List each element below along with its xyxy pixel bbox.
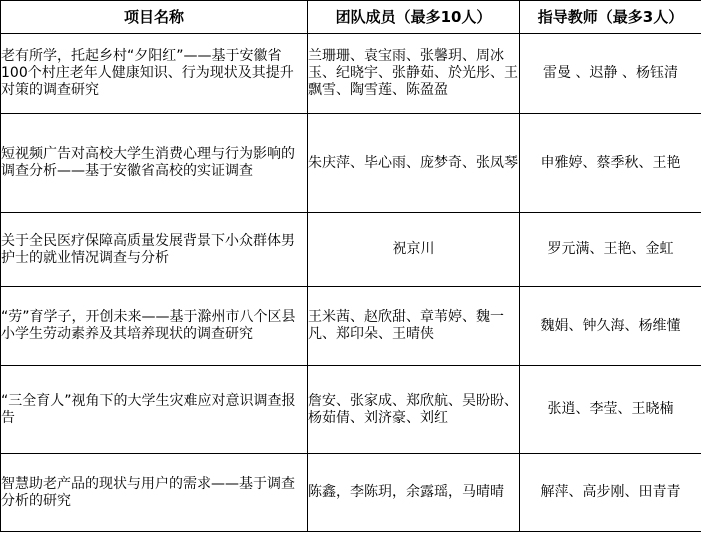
table-row [1, 366, 701, 454]
advisors: 雷曼 、迟静 、杨钰清 [543, 65, 678, 81]
project-name-cell [1, 366, 308, 454]
advisors: 魏娟、钟久海、杨维懂 [540, 317, 681, 334]
team-members: 朱庆萍、毕心雨、庞梦奇、张凤琴 [308, 154, 518, 171]
advisors: 罗元满、王艳、金虹 [547, 241, 674, 257]
table-row [1, 454, 701, 532]
team-members: 祝京川 [392, 241, 435, 257]
advisors: 解萍、高步刚、田青青 [540, 484, 681, 500]
advisors-cell [520, 114, 701, 213]
header-team-members: 团队成员（最多10人） [308, 1, 520, 34]
project-name: 智慧助老产品的现状与用户的需求——基于调查分析的研究 [1, 475, 295, 509]
team-members-cell [308, 213, 520, 287]
table-row [1, 114, 701, 213]
project-name-cell [1, 454, 308, 532]
team-members-cell [308, 366, 520, 454]
team-members: 陈鑫，李陈玥，余露瑶，马晴晴 [308, 484, 504, 500]
project-name: 短视频广告对高校大学生消费心理与行为影响的调查分析——基于安徽省高校的实证调查 [1, 146, 295, 179]
header-row [1, 1, 701, 34]
team-members: 詹安、张家成、郑欣航、吴盼盼、杨茹倩、刘济豪、刘红 [308, 392, 518, 426]
project-name: 老有所学，托起乡村“夕阳红”——基于安徽省100个村庄老年人健康知识、行为现状及其提升对策的调查研究 [1, 48, 294, 98]
advisors-cell [520, 454, 701, 532]
project-name: “三全育人”视角下的大学生灾难应对意识调查报告 [1, 392, 296, 426]
project-name: 关于全民医疗保障高质量发展背景下小众群体男护士的就业情况调查与分析 [1, 232, 295, 266]
project-name-cell [1, 34, 308, 114]
table-row [1, 213, 701, 287]
advisors: 申雅婷、蔡季秋、王艳 [540, 154, 681, 171]
advisors-cell [520, 213, 701, 287]
advisors: 张逍、李莹、王晓楠 [547, 401, 674, 417]
project-name-cell [1, 287, 308, 366]
project-name-cell [1, 213, 308, 287]
advisors-cell [520, 366, 701, 454]
advisors-cell [520, 34, 701, 114]
header-advisors: 指导教师（最多3人） [520, 1, 701, 34]
team-members: 兰珊珊、袁宝雨、张馨玥、周冰玉、纪晓宇、张静茹、於光彤、王飘雪、陶雪莲、陈盈盈 [308, 48, 518, 98]
header-project-name: 项目名称 [1, 1, 308, 34]
table-row [1, 287, 701, 366]
team-members-cell [308, 114, 520, 213]
team-members: 王米茜、赵欣甜、章苇婷、魏一凡、郑印朵、王晴侠 [308, 309, 504, 342]
project-name-cell [1, 114, 308, 213]
team-members-cell [308, 34, 520, 114]
team-members-cell [308, 454, 520, 532]
team-members-cell [308, 287, 520, 366]
table-row [1, 34, 701, 114]
project-name: “劳”育学子，开创未来——基于滁州市八个区县小学生劳动素养及其培养现状的调查研究 [1, 309, 296, 342]
advisors-cell [520, 287, 701, 366]
